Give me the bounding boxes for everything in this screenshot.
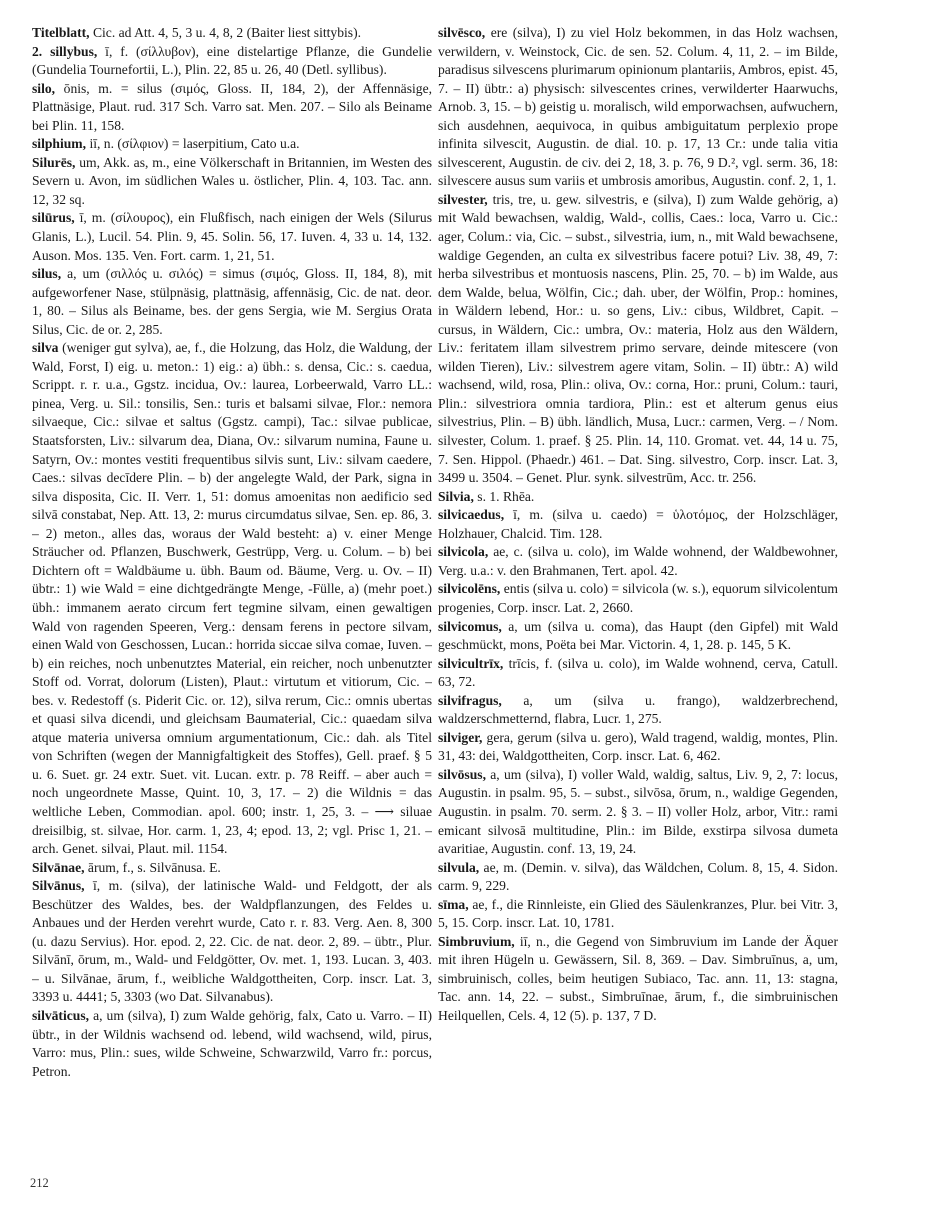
entry-definition: (weniger gut sylva), ae, f., die Holzung, das Holz, die Waldung, der Wald, Forst, I) eig. u. meton.: 1) eig.: a) übh.: s. densa, Cic.: s. caedua, Scrippt. r. r. u.a., Ggstz. incidua, Ov.: laurea, Lorbeerwald, Varro LL.: pinea, Verg. u. Sil.: tonsilis, Sen.: turis et balsami silvae, Flor.: nemora silvaeque, Cic.: silvae et saltus (Ggstz. campi), Tac.: silvae publicae, Staatsforsten, Liv.: silvarum dea, Diana, Ov.: silvarum numina, Faune u. Satyrn, Ov.: montes vestiti frequentibus silvis sunt, Liv.: silvam caedere, Caes.: silvas decīdere Plin. – b) der angelegte Wald, der Park, signa in silva disposita, Cic. II. Verr. 1, 51: domus amoenitas non aedificio sed silvā constabat, Nep. Att. 13, 2: murus circumdatus silvae, Sen. ep. 86, 3. – 2) meton., alles das, woraus der Wald besteht: a) v. einer Menge Sträucher od. Pflanzen, Buschwerk, Gestrüpp, Verg. u. Colum. – b) bei Dichtern oft = Waldbäume u. übh. Baum od. Bäume, Verg. u. Ov. – II) übtr.: 1) wie Wald = eine dichtgedrängte Menge, -Fülle, a) (mehr poet.) übh.: immanem aerato circum fert tegmine silvam, einen gewaltigen Wald von ragenden Speeren, Verg.: densam ferens in pectore silvam, einen Wald von Geschossen, Lucan.: horrida siccae silva comae, Iuven. – b) ein reiches, noch unbenutztes Material, ein reicher, noch unbenutzter Stoff od. Vorrat, dolorum (Listen), Plaut.: virtutum et vitiorum, Cic. – bes. v. Redestoff (s. Piderit Cic. or. 12), silva rerum, Cic.: omnis ubertas et quasi silva dicendi, und gleichsam Baumaterial, Cic.: quaedam silva atque materia universa omnium argumentationum, Cic.: dah. als Titel von Schriften (wegen der Mannigfaltigkeit des Stoffes), Gell. praef. § 5 u. 6. Suet. gr. 24 extr. Suet. vit. Lucan. extr. p. 78 Reiff. – aber auch = noch ungeordnete Masse, Quint. 10, 3, 17. – 2) die Wildnis = das weltliche Leben, Commodian. apol. 600; instr. 1, 25, 3. – ⟶ siluae dreisilbig, st. silvae, Hor. carm. 1, 23, 4; epod. 13, 2; vgl. Prisc 1, 21. – arch. Genet. silvai, Plaut. mil. 1154. [32,340,432,857]
entry-definition: a, um (silva u. frango), waldzerbrechend, waldzerschmetternd, flabra, Lucr. 1, 275. [438,692,838,727]
dictionary-entry [438,24,838,191]
entry-definition: ārum, f., s. Silvānusa. E. [87,859,221,875]
dictionary-entry [32,43,432,80]
entry-lemma: Silvānus, [32,878,85,894]
entry-lemma: silva [32,340,59,356]
dictionary-entry [438,729,838,766]
dictionary-entry [438,896,838,933]
entry-definition: ere (silva), I) zu viel Holz bekommen, in das Holz wachsen, verwildern, v. Weinstock, Cic. de sen. 52. Colum. 4, 11, 2. – im Bilde, paradisus silvescens plurimarum opinionum plantariis, Ambros, epist. 45, 7. – II) übtr.: a) physisch: silvescentes crines, verwilderter Haarwuchs, Arnob. 3, 15. – b) geistig u. moralisch, wild emporwachsen, aufwuchern, sich ausdehnen, aequivoca, in quibus ambiguitatum perplexio prope infinita silvescit, Augustin. de dial. 10. p. 17, 13 Cr.: unde talia vitia silvescerent, Augustin. de civ. dei 2, 18, 3. p. 76, 9 D.², vgl. serm. 36, 18: silvescere ausus sum variis et umbrosis amoribus, Augustin. conf. 2, 1, 1. [438,25,838,189]
entry-lemma: 2. sillybus, [32,43,98,59]
entry-definition: ī, m. (σίλουρος), ein Flußfisch, nach einigen der Wels (Silurus Glanis, L.), Lucil. 54. Plin. 9, 45. Solin. 56, 17. Iuven. 4, 33 u. 14, 132. Auson. Mos. 135. Ven. Fort. carm. 1, 21, 51. [32,210,432,263]
entry-definition: ōnis, m. = silus (σιμός, Gloss. II, 184, 2), der Affennäsige, Plattnäsige, Plaut. rud. 317 Sch. Varro sat. Men. 207. – Silo als Beiname bei Plin. 11, 158. [32,80,432,133]
entry-lemma: Titelblatt, [32,25,90,40]
dictionary-entry [32,859,432,878]
entry-lemma: silvester, [438,191,488,207]
entry-definition: um, Akk. as, m., eine Völkerschaft in Britannien, im Westen des Severn u. Avon, im südlichen Wales u. östlicher, Plin. 4, 103. Tac. ann. 12, 32 sq. [32,154,432,207]
entry-definition: gera, gerum (silva u. gero), Wald tragend, waldig, montes, Plin. 31, 43: dei, Waldgottheiten, Corp. inscr. Lat. 6, 462. [438,729,838,764]
dictionary-entry [438,692,838,729]
entry-lemma: Simbruvium, [438,933,515,949]
entry-definition: a, um (silva), I) zum Walde gehörig, falx, Cato u. Varro. – II) übtr., in der Wildnis wachsend od. lebend, wild wachsend, wild, pirus, Varro: mus, Plin.: sues, wilde Schweine, Schwarzwild, Varro fr.: porcus, Petron. [32,1007,432,1079]
dictionary-entry [438,618,838,655]
entry-lemma: silvifragus, [438,692,502,708]
entry-definition: a, um (σιλλός u. σιλός) = simus (σιμός, Gloss. II, 184, 8), mit aufgeworfener Nase, stülpnäsig, plattnäsig, affennäsig, Cic. de nat. deor. 1, 80. – Silus als Beiname, bes. der gens Sergia, wie M. Sergius Orata Silus, Cic. de or. 2, 285. [32,266,432,337]
entry-lemma: silūrus, [32,210,75,226]
entry-lemma: silvicultrīx, [438,655,504,671]
entry-definition: iī, n., die Gegend von Simbruvium im Lande der Äquer mit ihren Hügeln u. Gewässern, Sil. 8, 369. – Dav. Simbruīnus, a, um, simbruinisch, colles, beim heutigen Subiaco, Tac. ann. 11, 13: stagna, Tac. ann. 14, 22. – subst., Simbruīnae, ārum, f., die simbruinischen Heilquellen, Cels. 4, 12 (5). p. 137, 7 D. [438,933,838,1023]
right-column [438,24,838,1172]
entry-lemma: silus, [32,266,62,282]
entry-lemma: silvāticus, [32,1007,90,1023]
dictionary-entry [438,933,838,1026]
entry-definition: ī, m. (silva), der latinische Wald- und Feldgott, der als Beschützer des Waldes, bes. der Waldpflanzungen, des Feldes u. Anbaues und der Herden verehrt wurde, Cato r. r. 83. Verg. Aen. 8, 300 (u. dazu Servius). Hor. epod. 2, 22. Cic. de nat. deor. 2, 89. – übtr., Plur. Silvānī, ōrum, m., Wald- und Feldgötter, Ov. met. 1, 193. Lucan. 3, 403. – u. Silvānae, ārum, f., weibliche Waldgottheiten, Corp. inscr. Lat. 3, 3393 u. 4441; 5, 3303 (wo Dat. Silvanabus). [32,878,432,1005]
entry-lemma: silvicomus, [438,618,502,634]
entry-definition: a, um (silva), I) voller Wald, waldig, saltus, Liv. 9, 2, 7: locus, Augustin. in psalm. 95, 5. – subst., silvōsa, ōrum, n., waldige Gegenden, Augustin. in psalm. 70. serm. 2. § 3. – II) voller Holz, arbor, Vitr.: rami emicant silvosā multitudine, Plin.: im Bilde, exstirpa silvosa dumeta avaritiae, Augustin. conf. 13, 19, 24. [438,766,838,857]
entry-lemma: silvicolēns, [438,581,501,597]
entry-lemma: silvōsus, [438,766,486,782]
dictionary-entry [32,265,432,339]
dictionary-entry [32,154,432,210]
entry-definition: ae, f., die Rinnleiste, ein Glied des Säulenkranzes, Plur. bei Vitr. 3, 5, 15. Corp. inscr. Lat. 10, 1781. [438,896,838,931]
entry-definition: ae, m. (Demin. v. silva), das Wäldchen, Colum. 8, 15, 4. Sidon. carm. 9, 229. [438,859,838,894]
entry-definition: a, um (silva u. coma), das Haupt (den Gipfel) mit Wald geschmückt, mons, Poëta bei Mar. Victorin. 4, 1, 28. p. 145, 5 K. [438,618,838,653]
dictionary-entry [32,1007,432,1081]
entry-definition: ī, f. (σίλλυβον), eine distelartige Pflanze, die Gundelie (Gundelia Tournefortii, L.), Plin. 22, 85 u. 26, 40 (Detl. syllibus). [32,43,432,78]
entry-lemma: Silurēs, [32,154,76,170]
dictionary-entry [32,209,432,265]
dictionary-entry [438,506,838,543]
entry-lemma: sīma, [438,896,469,912]
entry-lemma: silvēsco, [438,25,486,40]
entry-definition: ī, m. (silva u. caedo) = ὑλοτόμος, der Holzschläger, Holzhauer, Chalcid. Tim. 128. [438,507,838,541]
entry-lemma: Silvia, [438,488,474,504]
entry-lemma: silvicola, [438,544,489,560]
entry-definition: tris, tre, u. gew. silvestris, e (silva), I) zum Walde gehörig, a) mit Wald bewachsen, waldig, Wald-, collis, Caes.: loca, Varro u. Cic.: ager, Colum.: via, Cic. – subst., silvestria, ium, n., mit Wald bewachsene, waldige Gegenden, an culta ex silvestribus facere potui? Liv. 38, 49, 7: herba silvestribus et montuosis nascens, Plin. 25, 70. – b) im Walde, aus dem Walde, belua, Wölfin, Cic.; dah. uber, der Wölfin, Prop.: homines, in Wäldern lebend, Hor.: u. so gens, Liv.: cibus, Wildbret, Capit. – cursus, in Wäldern, Cic.: umbra, Ov.: materia, Holz aus den Wäldern, Liv.: feritatem illam silvestrem primo servare, deinde mitescere (von wilden Tieren), Liv.: silvestrem agere vitam, Solin. – II) übtr.: A) wild wachsend, wild, rosa, Plin.: oliva, Ov.: corna, Hor.: pruni, Colum.: tauri, Plin.: silvestriora omnia tardiora, Plin.: est et alterum genus eius silvestrius, Plin. – B) übh. ländlich, Musa, Lucr.: carmen, Verg. – / Nom. silvester, Colum. 1. praef. § 25. Plin. 14, 110. Gromat. vet. 44, 14 u. 75, 7. Sen. Hippol. (Phaedr.) 461. – Dat. Sing. silvestro, Corp. inscr. Lat. 3, 3499 u. 3504. – Genet. Plur. synk. silvestrūm, Acc. tr. 256. [438,191,838,486]
dictionary-entry [438,191,838,488]
dictionary-entry [438,488,838,507]
dictionary-entry [32,80,432,136]
dictionary-entry [438,859,838,896]
entry-definition: trīcis, f. (silva u. colo), im Walde wohnend, cerva, Catull. 63, 72. [438,655,838,690]
entry-lemma: silvula, [438,859,480,875]
entry-definition: iī, n. (σίλφιον) = laserpitium, Cato u.a. [89,136,300,152]
entry-lemma: silvicaedus, [438,507,505,523]
dictionary-entry [438,766,838,859]
page-number: 212 [30,1176,49,1190]
entry-definition: Cic. ad Att. 4, 5, 3 u. 4, 8, 2 (Baiter liest sittybis). [92,25,362,40]
entry-definition: s. 1. Rhēa. [477,488,535,504]
entry-lemma: Silvānae, [32,859,85,875]
dictionary-entry [32,877,432,1007]
entry-lemma: silo, [32,80,56,96]
dictionary-entry [32,24,432,43]
entry-lemma: silviger, [438,729,483,745]
entry-lemma: silphium, [32,136,87,152]
left-column [32,24,432,1172]
dictionary-entry [32,339,432,858]
dictionary-entry [32,135,432,154]
dictionary-entry [438,543,838,580]
entry-definition: entis (silva u. colo) = silvicola (w. s.), equorum silvicolentum progenies, Corp. inscr. Lat. 2, 2660. [438,581,838,615]
dictionary-entry [438,655,838,692]
entry-definition: ae, c. (silva u. colo), im Walde wohnend, der Waldbewohner, Verg. u.a.: v. den Brahmanen, Tert. apol. 42. [438,544,838,578]
dictionary-entry [438,580,838,617]
